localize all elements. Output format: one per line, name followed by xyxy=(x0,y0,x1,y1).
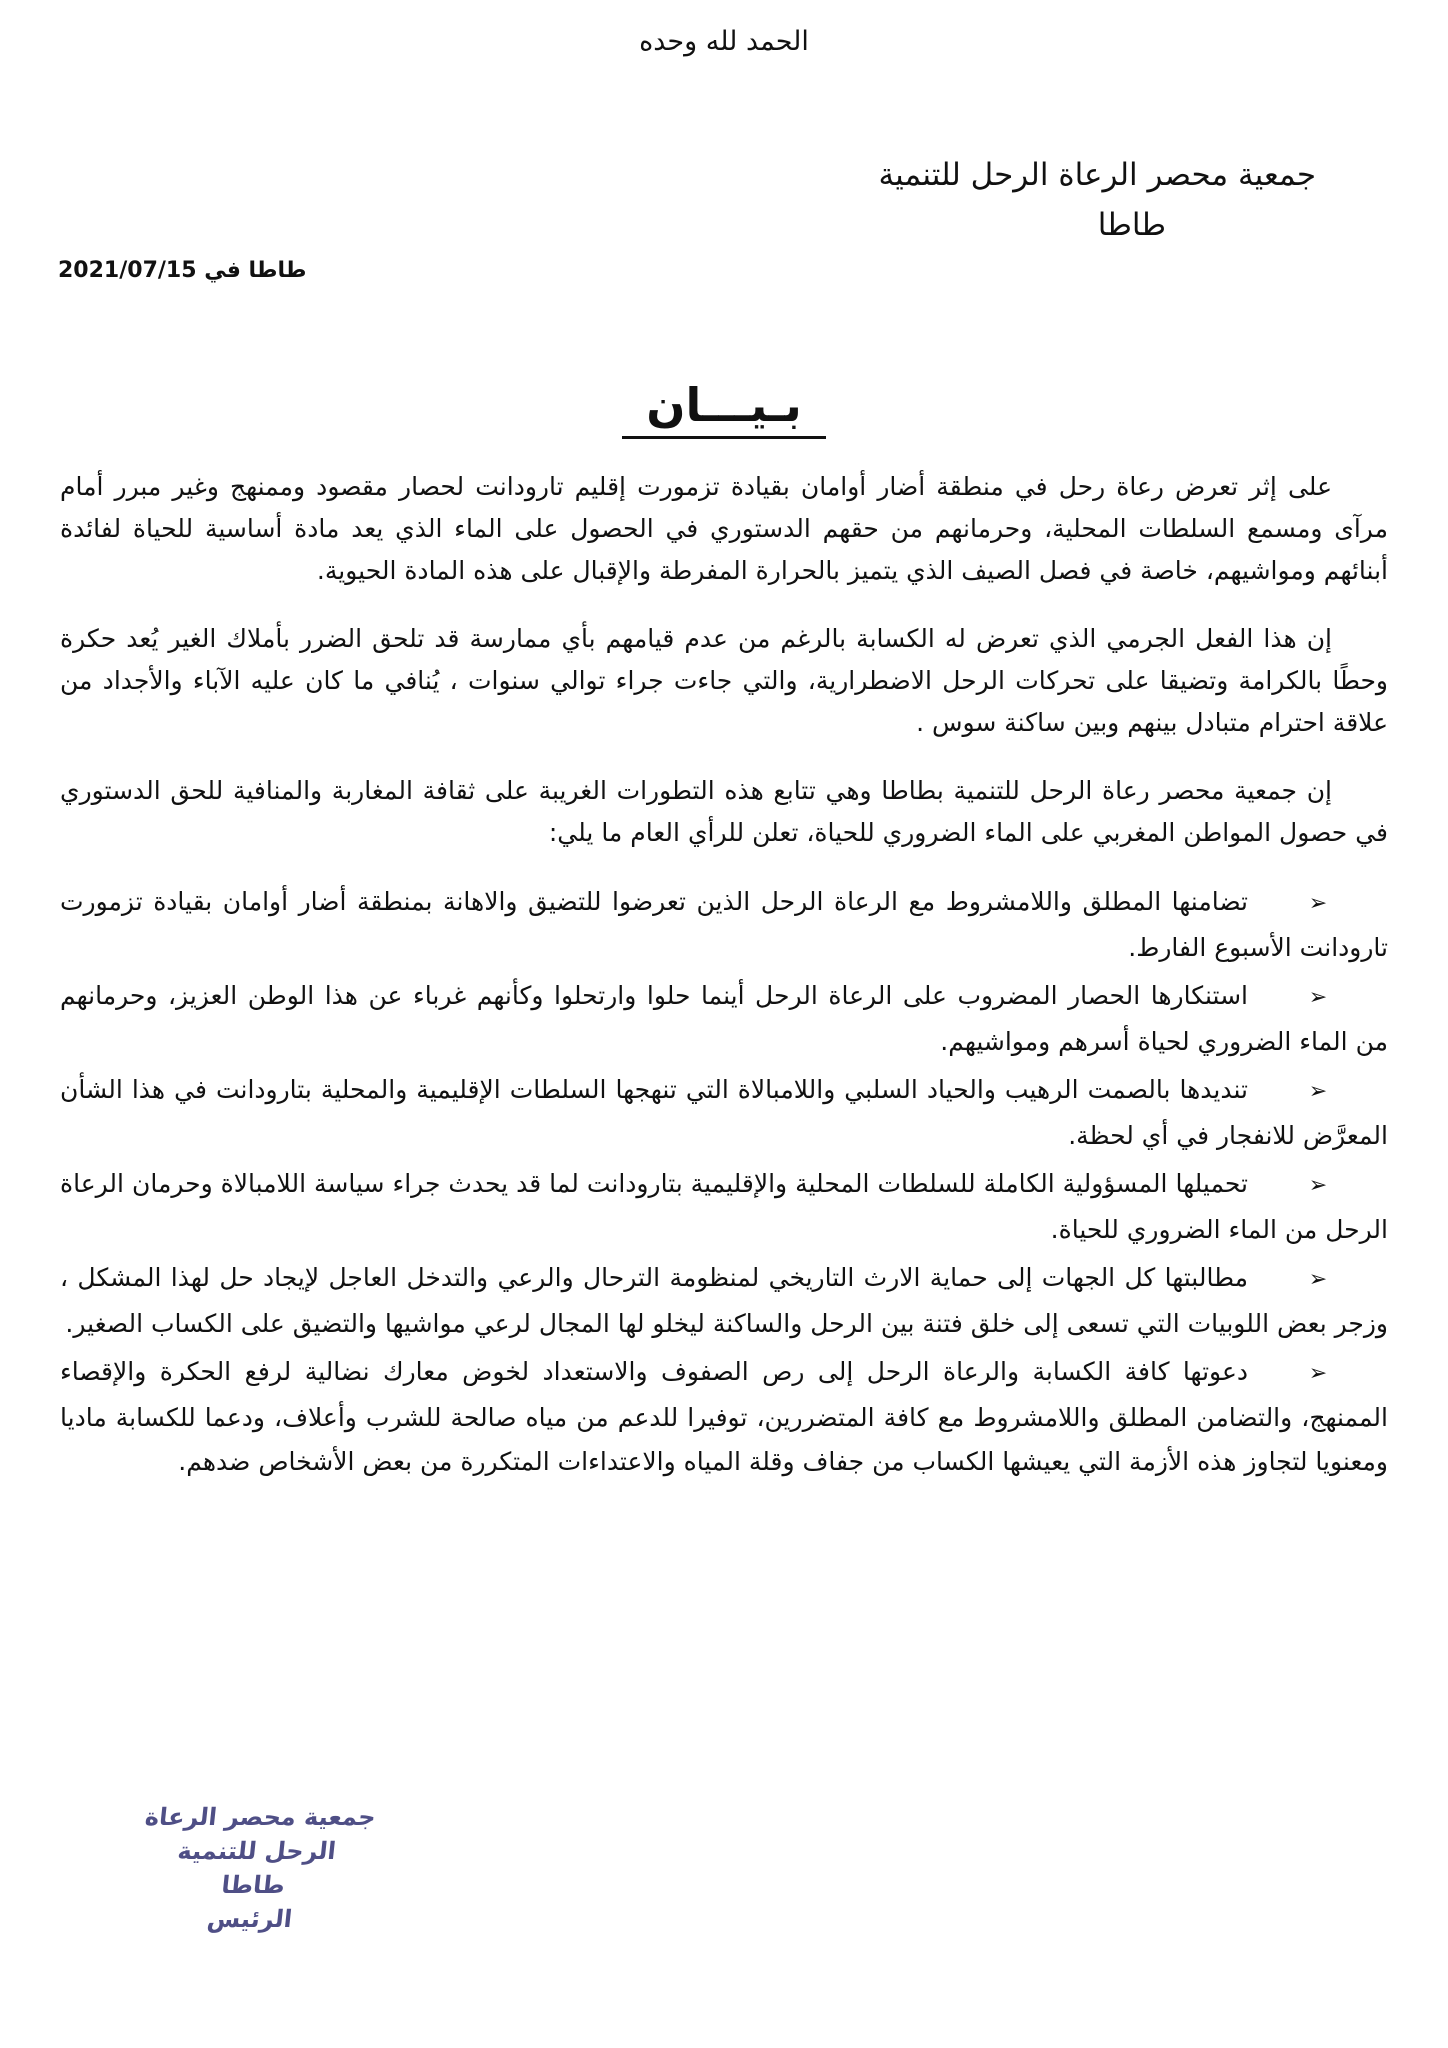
list-item-text: تنديدها بالصمت الرهيب والحياد السلبي واللامبالاة التي تنهجها السلطات الإقليمية والمحلية بتارودانت في هذا الشأن المعرَّض للانفجار في أي لحظة. xyxy=(60,1075,1388,1150)
arrow-bullet-icon: ➢ xyxy=(1308,1361,1328,1386)
list-item xyxy=(60,1350,1388,1484)
arrow-bullet-icon: ➢ xyxy=(1308,1267,1328,1292)
stamp-line-organization: جمعية محصر الرعاة الرحل للتنمية xyxy=(143,1803,378,1865)
demands-list xyxy=(60,880,1388,1484)
document-title xyxy=(0,378,1448,432)
list-item xyxy=(60,880,1388,970)
list-item xyxy=(60,974,1388,1064)
list-item-text: مطالبتها كل الجهات إلى حماية الارث التاريخي لمنظومة الترحال والرعي والتدخل العاجل لإيجاد حل لهذا المشكل ، وزجر بعض اللوبيات التي تسعى إلى خلق فتنة بين الرحل والساكنة ليخلو لها المجال لرعي مواشيها والتضيق على الكساب الصغير. xyxy=(60,1263,1388,1338)
list-item-text: تحميلها المسؤولية الكاملة للسلطات المحلية والإقليمية بتارودانت لما قد يحدث جراء سياسة اللامبالاة وحرمان الرعاة الرحل من الماء الضروري للحياة. xyxy=(60,1169,1388,1244)
arrow-bullet-icon: ➢ xyxy=(1308,1173,1328,1198)
invocation: الحمد لله وحده xyxy=(639,26,809,57)
paragraph-1: على إثر تعرض رعاة رحل في منطقة أضار أوامان بقيادة تزمورت إقليم تارودانت لحصار مقصود وممنهج وغير مبرر أمام مرآى ومسمع السلطات المحلية، وحرمانهم من حقهم الدستوري في الحصول على الماء الذي يعد مادة أساسية للحياة لفائدة أبنائهم ومواشيهم، خاصة في فصل الصيف الذي يتميز بالحرارة المفرطة والإقبال على هذه المادة الحيوية. xyxy=(60,472,1388,585)
list-item-text: دعوتها كافة الكسابة والرعاة الرحل إلى رص الصفوف والاستعداد لخوض معارك نضالية لرفع الحكرة والإقصاء الممنهج، والتضامن المطلق واللامشروط مع كافة المتضررين، توفيرا للدعم من مياه صالحة للشرب وأعلاف، ودعما للكسابة ماديا ومعنويا لتجاوز هذه الأزمة التي يعيشها الكساب من جفاف وقلة المياه والاعتداءات المتكررة من بعض الأشخاص ضدهم. xyxy=(60,1357,1388,1476)
list-item-text: تضامنها المطلق واللامشروط مع الرعاة الرحل الذين تعرضوا للتضيق والاهانة بمنطقة أضار أوامان بقيادة تزمورت تارودانت الأسبوع الفارط. xyxy=(60,887,1388,962)
arrow-bullet-icon: ➢ xyxy=(1308,1079,1328,1104)
statement-body xyxy=(60,466,1388,1488)
arrow-bullet-icon: ➢ xyxy=(1308,891,1328,916)
list-item xyxy=(60,1256,1388,1346)
list-item xyxy=(60,1162,1388,1252)
organization-name: جمعية محصر الرعاة الرحل للتنمية xyxy=(878,157,1316,193)
stamp-line-city: طاطا xyxy=(220,1871,287,1899)
arrow-bullet-icon: ➢ xyxy=(1308,985,1328,1010)
list-item-text: استنكارها الحصار المضروب على الرعاة الرحل أينما حلوا وارتحلوا وكأنهم غرباء عن هذا الوطن العزيز، وحرمانهم من الماء الضروري لحياة أسرهم ومواشيهم. xyxy=(60,981,1388,1056)
paragraph-2: إن هذا الفعل الجرمي الذي تعرض له الكسابة بالرغم من عدم قيامهم بأي ممارسة قد تلحق الضرر بأملاك الغير يُعد حكرة وحطًا بالكرامة وتضيقا على تحركات الرحل الاضطرارية، والتي جاءت جراء توالي سنوات ، يُنافي ما كان عليه الآباء والأجداد من علاقة احترام متبادل بينهم وبين ساكنة سوس . xyxy=(60,624,1388,737)
list-item xyxy=(60,1068,1388,1158)
organization-city: طاطا xyxy=(1097,207,1166,243)
paragraph-3: إن جمعية محصر رعاة الرحل للتنمية بطاطا وهي تتابع هذه التطورات الغريبة على ثقافة المغاربة والمنافية للحق الدستوري في حصول المواطن المغربي على الماء الضروري للحياة، تعلن للرأي العام ما يلي: xyxy=(60,776,1388,847)
stamp-line-president: الرئيس xyxy=(205,1905,294,1933)
association-stamp xyxy=(98,1800,412,1936)
title-text: بـيـــان xyxy=(622,378,825,439)
dateline: طاطا في 2021/07/15 xyxy=(58,258,307,283)
organization-header xyxy=(879,150,1317,250)
